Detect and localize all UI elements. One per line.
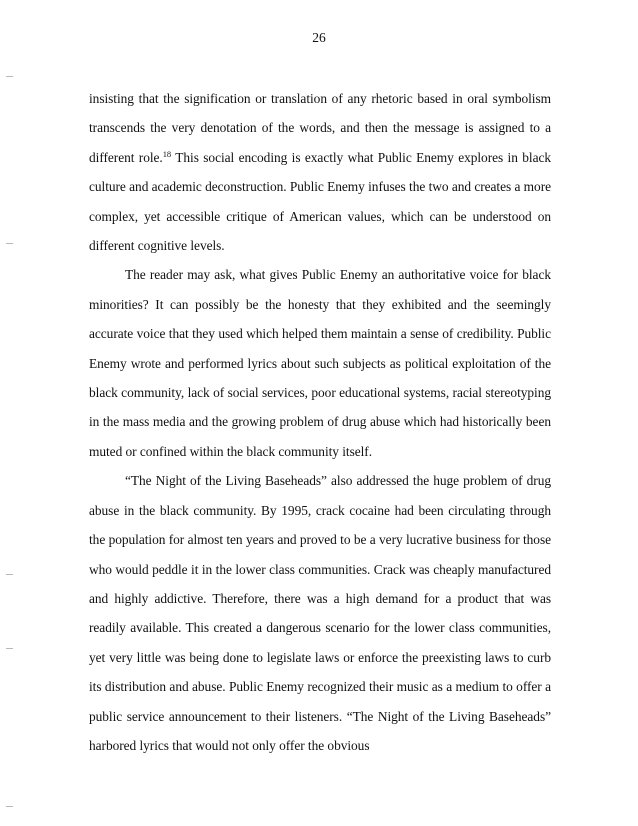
footnote-reference: 18 — [162, 148, 172, 159]
scan-margin-mark — [6, 806, 13, 807]
paragraph-1-text-after-footnote: This social encoding is exactly what Public Enemy explores in black culture and academic deconstruction. Public Enemy infuses the two and creates a more complex, yet accessible critique of American values, which can be understood on different cognitive levels. — [89, 149, 551, 254]
paragraph-2: The reader may ask, what gives Public Enemy an authoritative voice for black minorities? It can possibly be the honesty that they exhibited and the seemingly accurate voice that they used which helped them maintain a sense of credibility. Public Enemy wrote and performed lyrics about such subjects as political exploitation of the black community, lack of social services, poor educational systems, racial stereotyping in the mass media and the growing problem of drug abuse which had historically been muted or confined within the black community itself. — [89, 267, 551, 459]
scan-margin-mark — [6, 574, 13, 575]
scan-margin-mark — [6, 243, 13, 244]
paragraph-1-text-before-footnote: insisting that the signification or translation of any rhetoric based in oral symbolism transcends the very denotation of the words, and then the message is assigned to a different role. — [89, 91, 551, 165]
scan-margin-mark — [6, 648, 13, 649]
page-number: 26 — [312, 30, 326, 45]
paragraph-3: “The Night of the Living Baseheads” also addressed the huge problem of drug abuse in the black community. By 1995, crack cocaine had been circulating through the population for almost ten years and proved to be a very lucrative business for those who would peddle it in the lower class communities. Crack was cheaply manufactured and highly addictive. Therefore, there was a high demand for a product that was readily available. This created a dangerous scenario for the lower class communities, yet very little was being done to legislate laws or enforce the preexisting laws to curb its distribution and abuse. Public Enemy recognized their music as a medium to offer a public service announcement to their listeners. “The Night of the Living Baseheads” harbored lyrics that would not only offer the obvious — [89, 473, 551, 753]
body-text — [89, 84, 551, 760]
scan-margin-mark — [6, 76, 13, 77]
paragraph-1 — [89, 84, 551, 260]
